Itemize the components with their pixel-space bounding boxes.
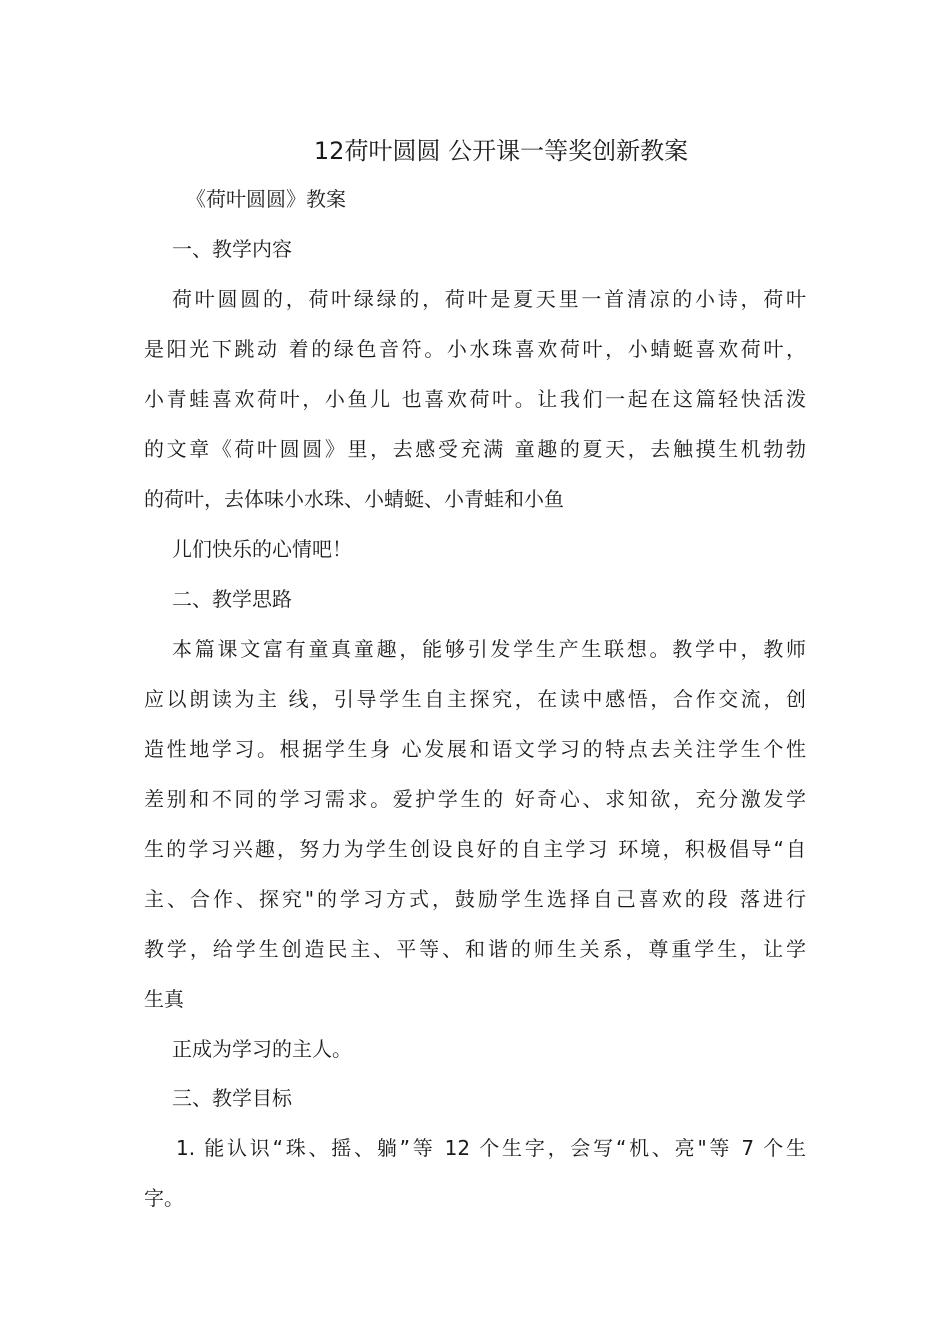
section-heading-content: 一、教学内容 [172, 237, 292, 261]
paragraph-line: 的荷叶，去体味小水珠、小蜻蜓、小青蛙和小鱼 [144, 487, 564, 511]
paragraph-line: 教学，给学生创造民主、平等、和谐的师生关系，尊重学生，让学 [144, 937, 806, 961]
section-heading-goals: 三、教学目标 [172, 1086, 292, 1110]
section-heading-approach: 二、教学思路 [172, 587, 292, 611]
goal-item-line: 1. 能认识“珠、摇、躺”等 12 个生字，会写“机、亮"等 7 个生 [176, 1136, 806, 1160]
paragraph-line: 小青蛙喜欢荷叶，小鱼儿 也喜欢荷叶。让我们一起在这篇轻快活泼 [144, 387, 806, 411]
paragraph-line: 荷叶圆圆的，荷叶绿绿的，荷叶是夏天里一首清凉的小诗，荷叶 [172, 287, 806, 311]
paragraph-line: 是阳光下跳动 着的绿色音符。小水珠喜欢荷叶，小蜻蜓喜欢荷叶， [144, 337, 806, 361]
document-title: 12荷叶圆圆 公开课一等奖创新教案 [313, 137, 689, 165]
paragraph-line: 应以朗读为主 线，引导学生自主探究，在读中感悟，合作交流，创 [144, 687, 806, 711]
paragraph-line: 造性地学习。根据学生身 心发展和语文学习的特点去关注学生个性 [144, 737, 806, 761]
paragraph-line: 儿们快乐的心情吧！ [172, 537, 352, 561]
paragraph-line: 生真 [144, 987, 184, 1011]
paragraph-line: 的文章《荷叶圆圆》里，去感受充满 童趣的夏天，去触摸生机勃勃 [144, 437, 806, 461]
subtitle-line: 《荷叶圆圆》教案 [186, 187, 346, 211]
goal-item-line: 字。 [144, 1186, 184, 1210]
paragraph-line: 主、合作、探究"的学习方式，鼓励学生选择自己喜欢的段 落进行 [144, 887, 806, 911]
paragraph-line: 生的学习兴趣，努力为学生创设良好的自主学习 环境，积极倡导“自 [144, 837, 806, 861]
paragraph-line: 正成为学习的主人。 [172, 1037, 352, 1061]
paragraph-line: 本篇课文富有童真童趣，能够引发学生产生联想。教学中，教师 [172, 637, 806, 661]
paragraph-line: 差别和不同的学习需求。爱护学生的 好奇心、求知欲，充分激发学 [144, 787, 806, 811]
